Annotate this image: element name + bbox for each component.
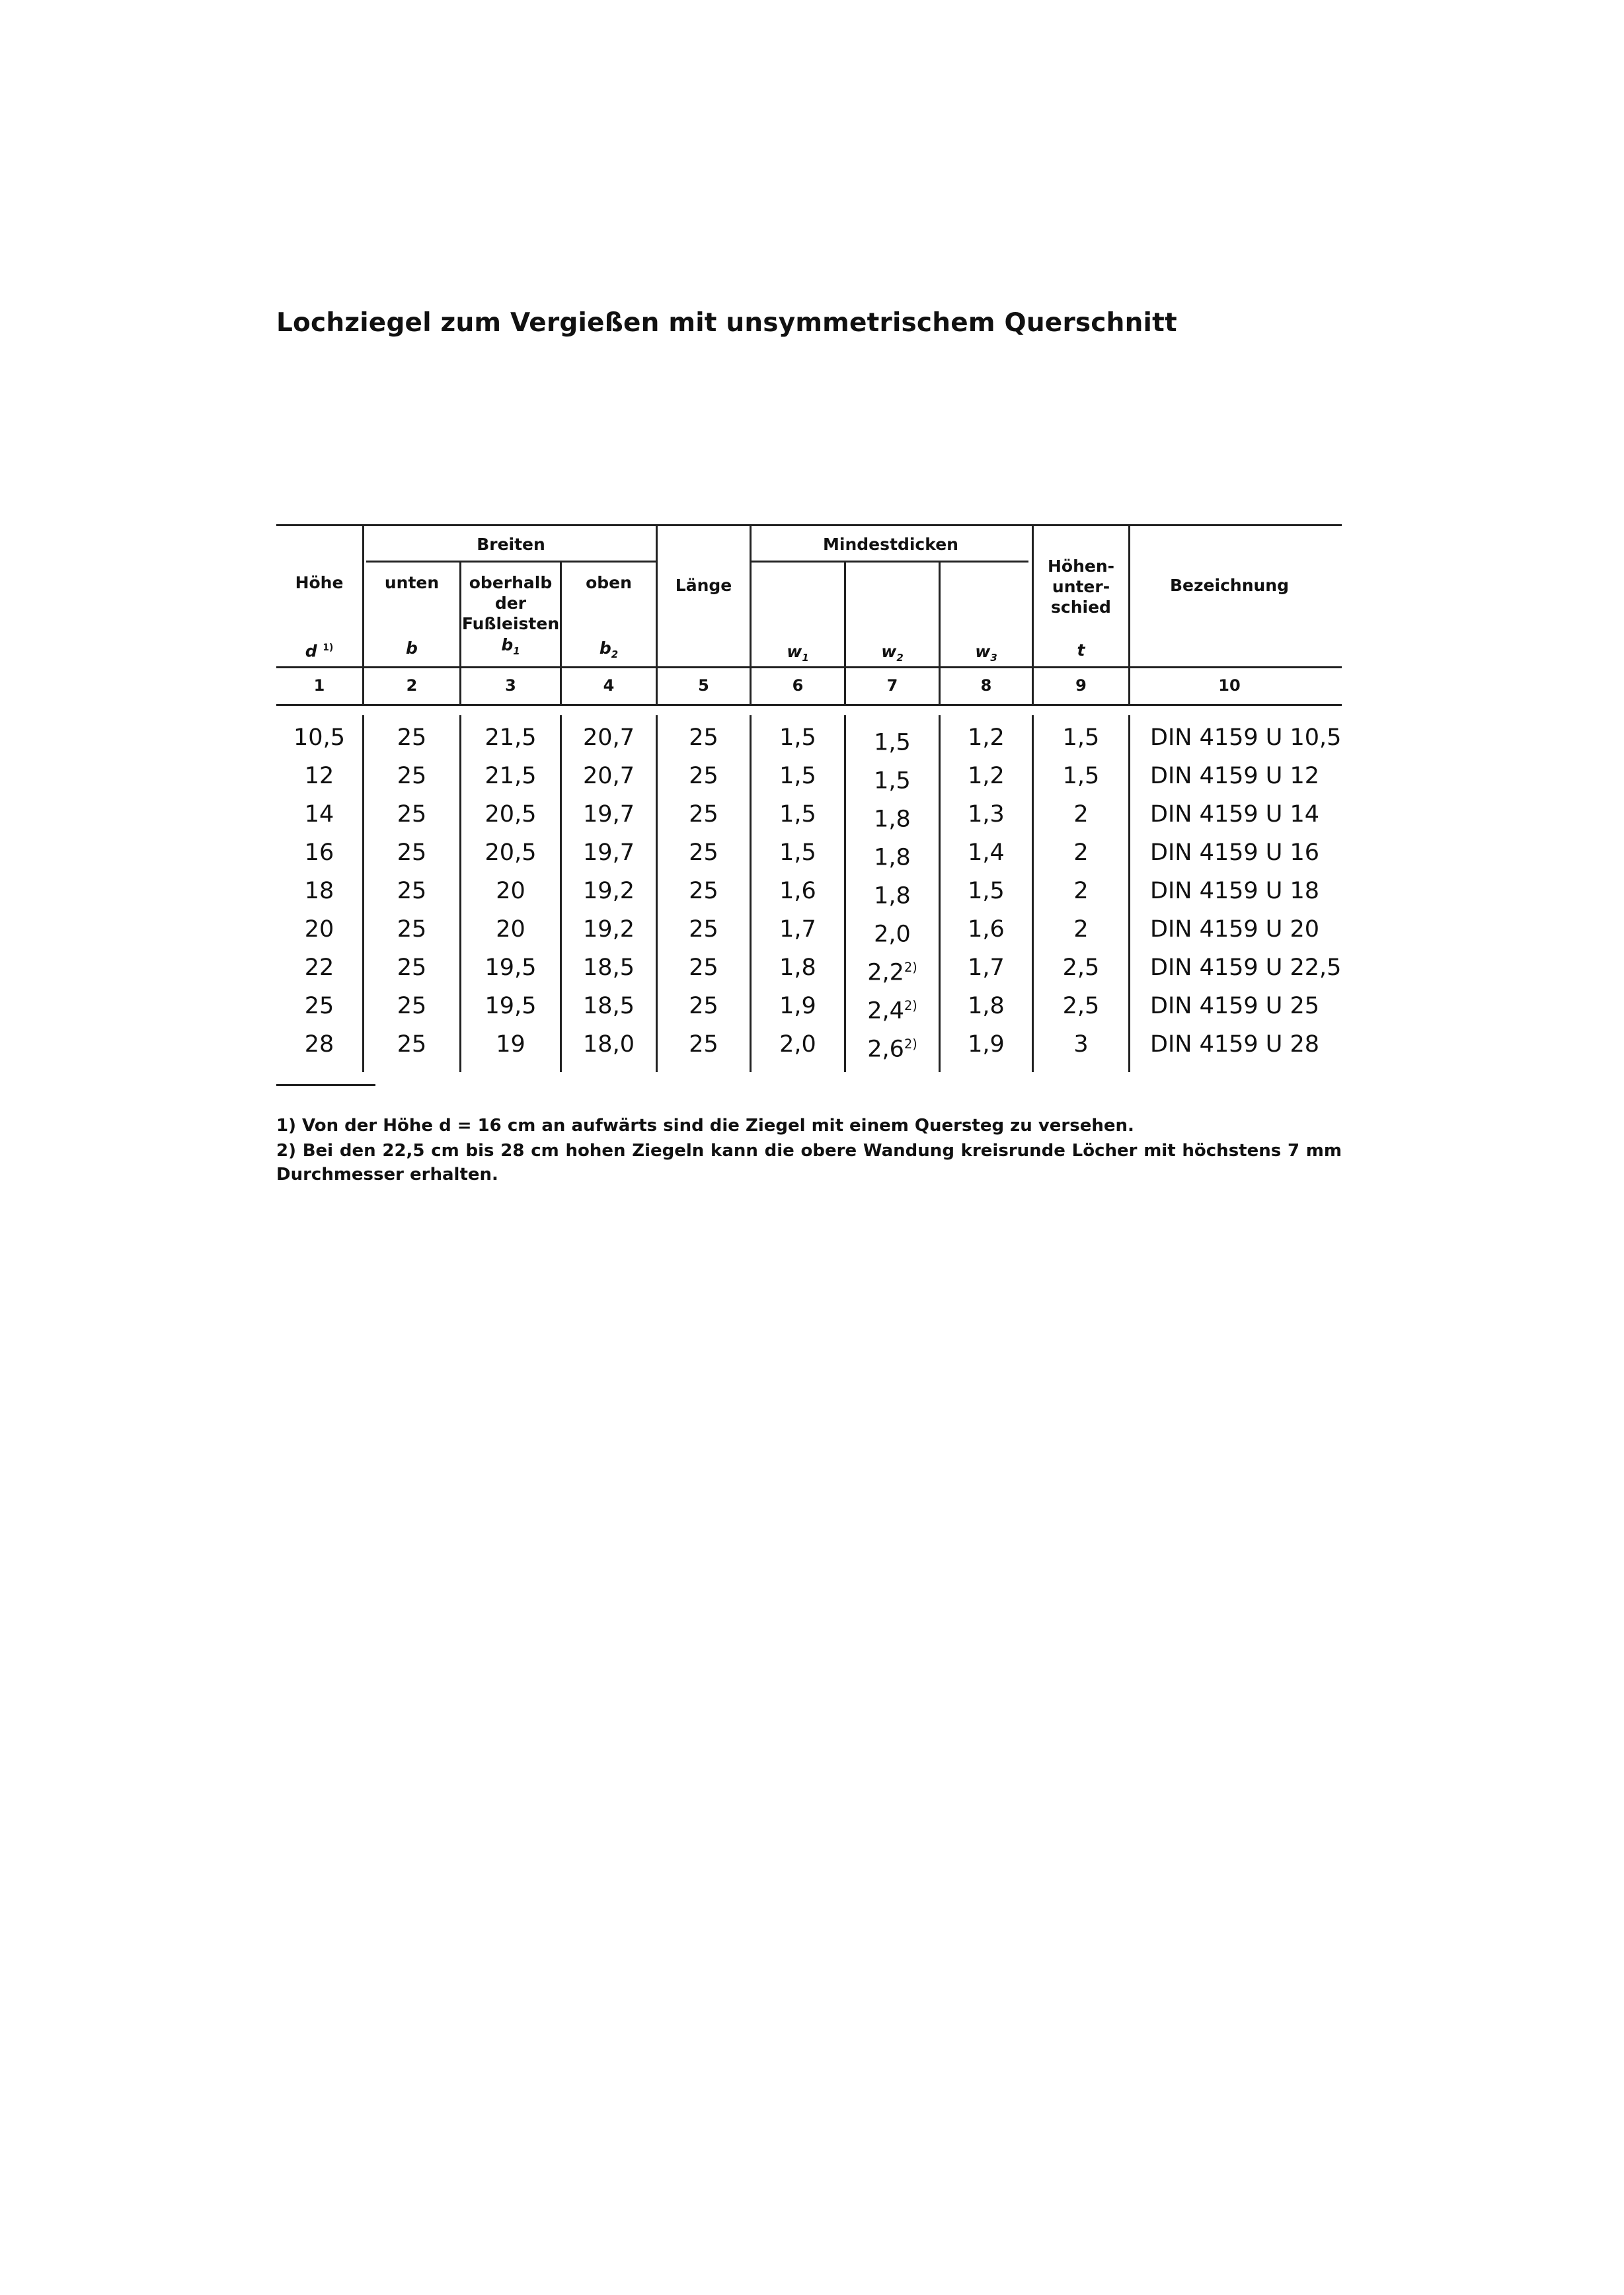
column-number: 10 xyxy=(1218,676,1241,695)
table-cell xyxy=(1034,992,1128,1021)
cell-value: 20,7 xyxy=(583,763,635,789)
col-header-oben-symbol xyxy=(562,638,656,665)
table-cell xyxy=(752,915,844,944)
table-cell xyxy=(1150,838,1329,867)
cell-value: 25 xyxy=(397,763,427,789)
cell-value: 22 xyxy=(304,954,334,981)
table-cell xyxy=(562,992,656,1021)
table-cell xyxy=(1150,761,1329,791)
table-cell xyxy=(364,915,459,944)
w2-letter: w xyxy=(881,642,897,661)
col-header-w3 xyxy=(941,641,1032,668)
cell-value: 19 xyxy=(496,1031,525,1058)
cell-value: DIN 4159 U 25 xyxy=(1150,993,1320,1019)
cell-value: 2,4 xyxy=(867,997,904,1025)
cell-value: 2,2 xyxy=(867,959,904,986)
cell-value: 2,5 xyxy=(1062,993,1100,1019)
w1-letter: w xyxy=(787,642,802,661)
table-cell xyxy=(1150,1030,1329,1059)
table-cell xyxy=(276,723,362,752)
cell-value: 1,8 xyxy=(968,993,1005,1019)
cell-value: 18 xyxy=(304,878,334,904)
table-cell xyxy=(562,876,656,906)
cell-value: 25 xyxy=(397,1031,427,1058)
cell-value: 25 xyxy=(689,724,718,751)
column-number: 2 xyxy=(406,676,418,695)
cell-value: 19,7 xyxy=(583,839,635,866)
cell-value: 25 xyxy=(689,954,718,981)
table-cell xyxy=(1034,953,1128,982)
table-cell xyxy=(1150,876,1329,906)
cell-value: 25 xyxy=(304,993,334,1019)
col-header-unten: unten xyxy=(384,573,440,592)
table-cell xyxy=(658,953,750,982)
table-cell xyxy=(562,838,656,867)
cell-value: 1,5 xyxy=(1062,763,1100,789)
cell-value: 25 xyxy=(397,916,427,943)
table-cell xyxy=(941,761,1032,791)
cell-value: 1,9 xyxy=(779,993,816,1019)
table-cell xyxy=(276,953,362,982)
table-cell xyxy=(752,838,844,867)
w3-subscript: 3 xyxy=(990,652,997,664)
cell-value: 1,2 xyxy=(968,724,1005,751)
table-cell xyxy=(1034,723,1128,752)
col-header-bezeichnung: Bezeichnung xyxy=(1170,576,1289,595)
table-cell xyxy=(658,1030,750,1059)
table-cell xyxy=(846,761,939,796)
col-header-oberhalb-line1: oberhalb xyxy=(469,573,553,592)
cell-value: 1,5 xyxy=(779,801,816,828)
table-cell xyxy=(941,723,1032,752)
cell-value: DIN 4159 U 20 xyxy=(1150,916,1320,943)
table-cell xyxy=(364,723,459,752)
table-cell xyxy=(461,953,560,982)
table-cell xyxy=(846,838,939,873)
cell-value: 25 xyxy=(689,763,718,789)
col-divider-t-body xyxy=(1128,715,1130,1072)
table-cell xyxy=(276,992,362,1021)
column-number: 5 xyxy=(698,676,709,695)
cell-value: 25 xyxy=(397,954,427,981)
footnote-separator xyxy=(276,1084,375,1086)
cell-value: DIN 4159 U 14 xyxy=(1150,801,1320,828)
table-cell xyxy=(461,761,560,791)
col-header-oberhalb-symbol xyxy=(461,635,560,662)
cell-value: 25 xyxy=(689,916,718,943)
col-header-w1 xyxy=(752,641,844,668)
col-header-hoehe: Höhe xyxy=(295,573,344,592)
cell-value: 19,5 xyxy=(484,954,537,981)
table-cell xyxy=(846,723,939,758)
table-cell xyxy=(941,800,1032,829)
table-cell xyxy=(562,953,656,982)
column-number: 1 xyxy=(313,676,325,695)
table-cell xyxy=(658,992,750,1021)
cell-value: 20 xyxy=(496,878,525,904)
cell-value: 25 xyxy=(689,878,718,904)
table-cell xyxy=(364,953,459,982)
col-header-oberhalb-line2: der xyxy=(494,594,527,613)
table-cell xyxy=(658,876,750,906)
cell-value: 1,2 xyxy=(968,763,1005,789)
column-number: 8 xyxy=(980,676,992,695)
cell-value: 2,0 xyxy=(779,1031,816,1058)
cell-value: 1,8 xyxy=(874,806,911,833)
table-cell xyxy=(846,800,939,834)
table-cell xyxy=(658,723,750,752)
cell-value: 18,5 xyxy=(583,993,635,1019)
oberhalb-symbol-subscript: 1 xyxy=(513,645,520,657)
table-cell xyxy=(276,838,362,867)
w1-subscript: 1 xyxy=(802,652,809,664)
table-cell xyxy=(562,723,656,752)
table-cell xyxy=(276,800,362,829)
cell-footnote-mark: 2) xyxy=(904,1036,917,1052)
table-cell xyxy=(1034,876,1128,906)
column-number-rule xyxy=(276,704,1342,706)
cell-footnote-mark: 2) xyxy=(904,960,917,975)
col-header-unten-symbol: b xyxy=(406,639,418,658)
cell-value: 25 xyxy=(397,993,427,1019)
cell-value: 28 xyxy=(304,1031,334,1058)
cell-value: 2,6 xyxy=(867,1036,904,1063)
table-cell xyxy=(846,915,939,949)
oberhalb-symbol-letter: b xyxy=(501,635,514,654)
table-cell xyxy=(658,800,750,829)
cell-value: DIN 4159 U 22,5 xyxy=(1150,954,1342,981)
cell-value: 1,5 xyxy=(779,839,816,866)
table-cell xyxy=(364,800,459,829)
cell-value: 25 xyxy=(397,724,427,751)
cell-value: 20,5 xyxy=(484,801,537,828)
cell-value: 2,0 xyxy=(874,921,911,948)
table-cell xyxy=(364,1030,459,1059)
cell-value: DIN 4159 U 28 xyxy=(1150,1031,1320,1058)
cell-value: 25 xyxy=(689,1031,718,1058)
table-cell xyxy=(1150,800,1329,829)
table-cell xyxy=(364,761,459,791)
table-cell xyxy=(1034,915,1128,944)
table-cell xyxy=(941,915,1032,944)
cell-value: DIN 4159 U 16 xyxy=(1150,839,1320,866)
table-cell xyxy=(752,1030,844,1059)
col-header-hoehenunterschied-line3: schied xyxy=(1051,598,1111,617)
cell-value: 14 xyxy=(304,801,334,828)
cell-value: DIN 4159 U 10,5 xyxy=(1150,724,1342,751)
table-cell xyxy=(461,1030,560,1059)
cell-value: 2 xyxy=(1073,801,1089,828)
col-header-hoehenunterschied-line2: unter- xyxy=(1052,577,1110,596)
table-cell xyxy=(846,876,939,911)
table-cell xyxy=(1150,953,1342,982)
cell-value: 18,0 xyxy=(583,1031,635,1058)
table-cell xyxy=(941,953,1032,982)
table-cell xyxy=(752,876,844,906)
table-cell xyxy=(1150,915,1329,944)
col-header-hoehe-symbol xyxy=(276,638,362,661)
cell-value: 1,3 xyxy=(968,801,1005,828)
table-cell xyxy=(276,876,362,906)
cell-value: 25 xyxy=(689,801,718,828)
cell-value: 2 xyxy=(1073,878,1089,904)
cell-value: 12 xyxy=(304,763,334,789)
table-cell xyxy=(658,838,750,867)
w2-subscript: 2 xyxy=(896,652,904,664)
cell-value: 1,9 xyxy=(968,1031,1005,1058)
column-number: 9 xyxy=(1075,676,1087,695)
column-number: 3 xyxy=(505,676,516,695)
table-cell xyxy=(364,876,459,906)
cell-value: DIN 4159 U 18 xyxy=(1150,878,1320,904)
table-cell xyxy=(461,915,560,944)
table-cell xyxy=(1034,838,1128,867)
cell-value: 1,7 xyxy=(968,954,1005,981)
table-cell xyxy=(658,915,750,944)
column-number: 6 xyxy=(792,676,804,695)
cell-value: 1,8 xyxy=(779,954,816,981)
cell-value: 18,5 xyxy=(583,954,635,981)
col-header-w2 xyxy=(846,641,939,668)
table-cell xyxy=(846,1030,939,1064)
cell-value: 19,5 xyxy=(484,993,537,1019)
cell-value: 20 xyxy=(304,916,334,943)
table-cell xyxy=(752,953,844,982)
cell-value: 1,6 xyxy=(968,916,1005,943)
table-cell xyxy=(752,800,844,829)
cell-value: 19,2 xyxy=(583,916,635,943)
table-cell xyxy=(562,761,656,791)
table-cell xyxy=(461,800,560,829)
table-cell xyxy=(461,723,560,752)
cell-value: DIN 4159 U 12 xyxy=(1150,763,1320,789)
cell-value: 20 xyxy=(496,916,525,943)
cell-value: 1,8 xyxy=(874,844,911,871)
table-cell xyxy=(276,761,362,791)
table-cell xyxy=(461,876,560,906)
hoehe-symbol-footnote: 1) xyxy=(323,642,334,653)
oben-symbol-letter: b xyxy=(599,639,611,658)
table-cell xyxy=(941,1030,1032,1059)
cell-value: 25 xyxy=(397,839,427,866)
mindestdicken-group-rule xyxy=(750,561,1028,563)
cell-value: 25 xyxy=(397,801,427,828)
cell-value: 1,5 xyxy=(779,763,816,789)
table-cell xyxy=(1150,992,1329,1021)
cell-value: 25 xyxy=(689,839,718,866)
table-cell xyxy=(562,800,656,829)
cell-value: 1,5 xyxy=(968,878,1005,904)
cell-value: 21,5 xyxy=(484,724,537,751)
group-header-mindestdicken: Mindestdicken xyxy=(823,535,958,554)
table-cell xyxy=(1150,723,1342,752)
table-cell xyxy=(276,1030,362,1059)
table-cell xyxy=(364,992,459,1021)
table-cell xyxy=(752,723,844,752)
cell-value: 1,4 xyxy=(968,839,1005,866)
cell-value: 19,7 xyxy=(583,801,635,828)
cell-value: 19,2 xyxy=(583,878,635,904)
table-cell xyxy=(941,876,1032,906)
table-cell xyxy=(658,761,750,791)
cell-value: 1,8 xyxy=(874,882,911,910)
table-cell xyxy=(562,1030,656,1059)
cell-value: 16 xyxy=(304,839,334,866)
cell-value: 10,5 xyxy=(293,724,345,751)
footnote-2: 2) Bei den 22,5 cm bis 28 cm hohen Ziegeln kann die obere Wandung kreisrunde Löcher mit höchstens 7 mm Durchmesser erhalten. xyxy=(276,1141,1342,1185)
hoehe-symbol-letter: d xyxy=(305,641,317,661)
cell-value: 2 xyxy=(1073,916,1089,943)
cell-value: 1,6 xyxy=(779,878,816,904)
col-header-hoehenunterschied-line1: Höhen- xyxy=(1047,557,1115,576)
w3-letter: w xyxy=(975,642,991,661)
group-header-breiten: Breiten xyxy=(477,535,545,554)
page-title: Lochziegel zum Vergießen mit unsymmetrischem Querschnitt xyxy=(276,308,1177,338)
table-cell xyxy=(752,992,844,1021)
cell-value: 2,5 xyxy=(1062,954,1100,981)
cell-value: 20,7 xyxy=(583,724,635,751)
cell-value: 1,5 xyxy=(1062,724,1100,751)
col-header-oberhalb-line3: Fußleisten xyxy=(461,614,560,633)
cell-value: 3 xyxy=(1073,1031,1089,1058)
table-cell xyxy=(1034,761,1128,791)
column-number: 7 xyxy=(886,676,898,695)
cell-value: 2 xyxy=(1073,839,1089,866)
table-cell xyxy=(846,992,939,1026)
table-cell xyxy=(1034,1030,1128,1059)
col-header-hoehenunterschied-symbol: t xyxy=(1077,641,1085,660)
table-cell xyxy=(941,838,1032,867)
cell-value: 25 xyxy=(689,993,718,1019)
table-cell xyxy=(1034,800,1128,829)
breiten-group-rule xyxy=(366,561,656,563)
cell-value: 1,5 xyxy=(779,724,816,751)
col-header-oben: oben xyxy=(586,573,632,592)
table-top-rule xyxy=(276,524,1342,526)
cell-value: 1,5 xyxy=(874,729,911,756)
col-header-laenge: Länge xyxy=(675,576,732,595)
table-cell xyxy=(364,838,459,867)
table-cell xyxy=(276,915,362,944)
table-cell xyxy=(562,915,656,944)
table-cell xyxy=(941,992,1032,1021)
cell-value: 21,5 xyxy=(484,763,537,789)
oben-symbol-subscript: 2 xyxy=(611,648,619,660)
table-cell xyxy=(461,838,560,867)
cell-value: 1,5 xyxy=(874,767,911,795)
cell-value: 20,5 xyxy=(484,839,537,866)
column-number: 4 xyxy=(603,676,615,695)
cell-value: 1,7 xyxy=(779,916,816,943)
footnote-1: 1) Von der Höhe d = 16 cm an aufwärts sind die Ziegel mit einem Quersteg zu versehen. xyxy=(276,1116,1134,1136)
table-cell xyxy=(752,761,844,791)
cell-footnote-mark: 2) xyxy=(904,998,917,1013)
table-cell xyxy=(461,992,560,1021)
cell-value: 25 xyxy=(397,878,427,904)
table-cell xyxy=(846,953,939,988)
